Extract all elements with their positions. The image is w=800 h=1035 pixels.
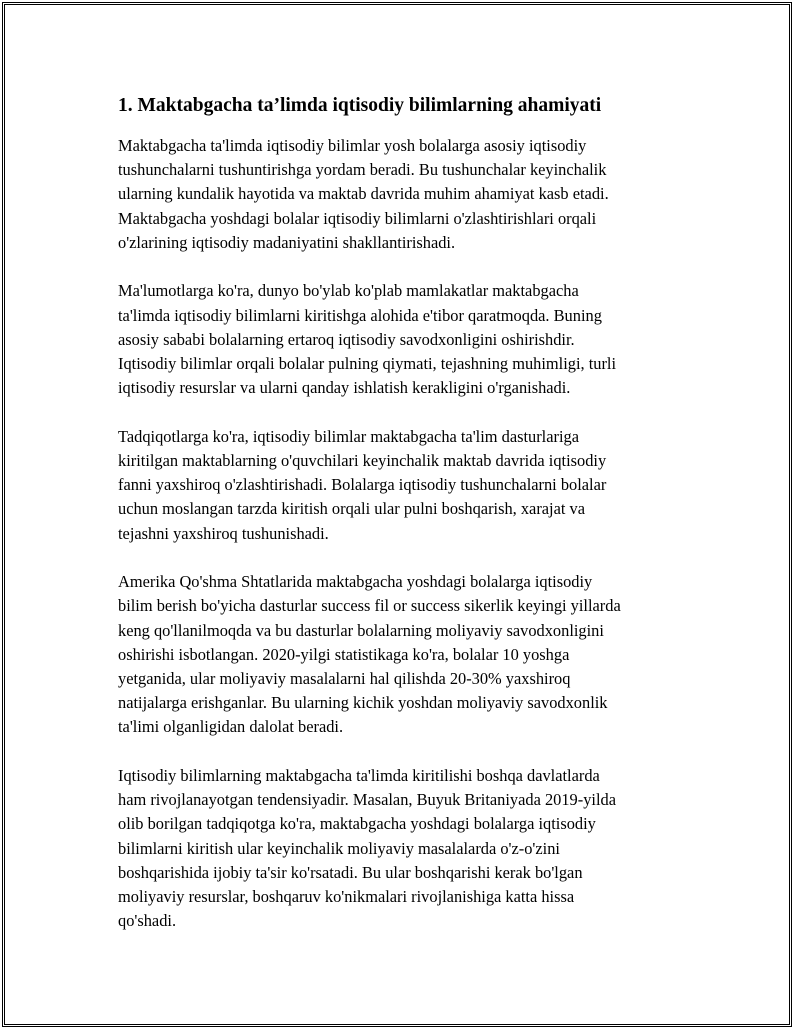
paragraph-line: o'zlarining iqtisodiy madaniyatini shakllantirishadi. xyxy=(118,232,456,252)
paragraph-line: ularning kundalik hayotida va maktab davrida muhim ahamiyat kasb etadi. xyxy=(118,184,609,204)
paragraph-line: asosiy sababi bolalarning ertaroq iqtisodiy savodxonligini oshirishdir. xyxy=(118,329,575,349)
paragraph-line: yetganida, ular moliyaviy masalalarni hal qilishda 20-30% yaxshiroq xyxy=(118,669,571,689)
paragraph-line: Amerika Qo'shma Shtatlarida maktabgacha yoshdagi bolalarga iqtisodiy xyxy=(118,572,593,592)
paragraph-line: keng qo'llanilmoqda va bu dasturlar bolalarning moliyaviy savodxonligini xyxy=(118,620,604,640)
paragraph-line: Ma'lumotlarga ko'ra, dunyo bo'ylab ko'plab mamlakatlar maktabgacha xyxy=(118,281,579,301)
paragraph-line: tejashni yaxshiroq tushunishadi. xyxy=(118,523,329,543)
paragraph-line: iqtisodiy resurslar va ularni qanday ishlatish kerakligini o'rganishadi. xyxy=(118,378,571,398)
paragraph-line: kiritilgan maktablarning o'quvchilari keyinchalik maktab davrida iqtisodiy xyxy=(118,451,607,471)
paragraph-line: ta'limi olganligidan dalolat beradi. xyxy=(118,717,344,737)
paragraph-line: Iqtisodiy bilimlar orqali bolalar pulning qiymati, tejashning muhimligi, turli xyxy=(118,354,617,374)
paragraph-line: natijalarga erishganlar. Bu ularning kichik yoshdan moliyaviy savodxonlik xyxy=(118,693,608,713)
document-body xyxy=(118,93,698,958)
paragraph-1 xyxy=(118,134,698,255)
paragraph-line: fanni yaxshiroq o'zlashtirishadi. Bolalarga iqtisodiy tushunchalarni bolalar xyxy=(118,475,607,495)
paragraph-line: ta'limda iqtisodiy bilimlarni kiritishga alohida e'tibor qaratmoqda. Buning xyxy=(118,305,602,325)
paragraph-5 xyxy=(118,764,698,933)
paragraph-line: Maktabgacha yoshdagi bolalar iqtisodiy bilimlarni o'zlashtirishlari orqali xyxy=(118,208,597,228)
paragraph-line: olib borilgan tadqiqotga ko'ra, maktabgacha yoshdagi bolalarga iqtisodiy xyxy=(118,814,596,834)
paragraph-line: qo'shadi. xyxy=(118,911,177,931)
paragraph-2 xyxy=(118,279,698,400)
paragraph-line: tushunchalarni tushuntirishga yordam beradi. Bu tushunchalar keyinchalik xyxy=(118,160,607,180)
paragraph-line: Iqtisodiy bilimlarning maktabgacha ta'limda kiritilishi boshqa davlatlarda xyxy=(118,766,600,786)
paragraph-line: boshqarishida ijobiy ta'sir ko'rsatadi. Bu ular boshqarishi kerak bo'lgan xyxy=(118,862,583,882)
paragraph-line: bilimlarni kiritish ular keyinchalik moliyaviy masalalarda o'z-o'zini xyxy=(118,838,560,858)
paragraph-line: moliyaviy resurslar, boshqaruv ko'nikmalari rivojlanishiga katta hissa xyxy=(118,887,575,907)
section-title: 1. Maktabgacha ta’limda iqtisodiy bilimlarning ahamiyati xyxy=(118,95,602,116)
paragraph-line: Tadqiqotlarga ko'ra, iqtisodiy bilimlar maktabgacha ta'lim dasturlariga xyxy=(118,426,579,446)
paragraph-line: ham rivojlanayotgan tendensiyadir. Masalan, Buyuk Britaniyada 2019-yilda xyxy=(118,790,616,810)
paragraph-line: oshirishi isbotlangan. 2020-yilgi statistikaga ko'ra, bolalar 10 yoshga xyxy=(118,644,570,664)
paragraph-line: uchun moslangan tarzda kiritish orqali ular pulni boshqarish, xarajat va xyxy=(118,499,586,519)
paragraph-line: bilim berish bo'yicha dasturlar success fil or success sikerlik keyingi yillarda xyxy=(118,596,621,616)
paragraph-4 xyxy=(118,570,698,739)
paragraph-3 xyxy=(118,425,698,546)
paragraph-line: Maktabgacha ta'limda iqtisodiy bilimlar yosh bolalarga asosiy iqtisodiy xyxy=(118,136,587,155)
